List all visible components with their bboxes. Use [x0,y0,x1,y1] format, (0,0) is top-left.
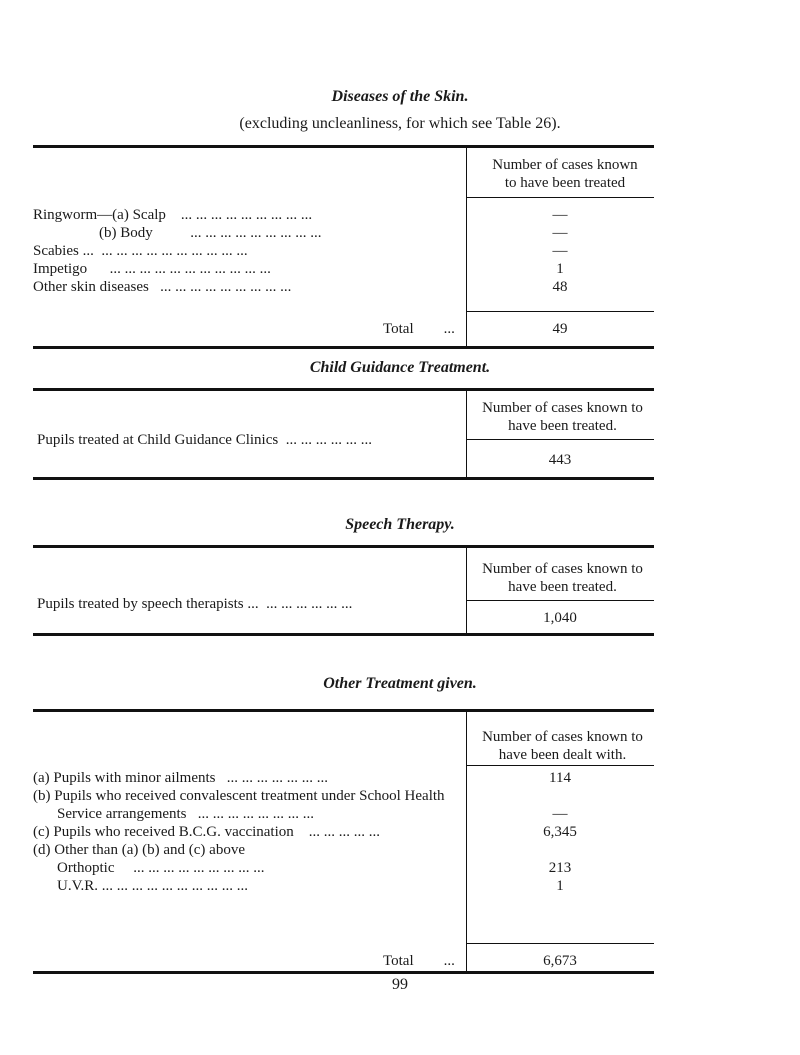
skin-subtitle: (excluding uncleanliness, for which see Table 26). [239,115,561,132]
other-column-divider [466,712,467,872]
skin-total-rule [467,311,654,312]
cg-top-rule [33,388,654,391]
skin-row-4: Other skin diseases ... ... ... ... ... ... ... ... ... [33,279,292,295]
skin-column-header: Number of cases known to have been treated [492,157,638,191]
cg-header-rule [467,439,654,440]
other-header-rule [467,765,654,766]
skin-value-0: — [552,207,568,223]
cg-column-header: Number of cases known to have been treated. [482,400,643,434]
speech-value: 1,040 [543,610,577,626]
skin-value-1: — [552,225,568,241]
other-row-0: (a) Pupils with minor ailments ... ... ... ... ... ... ... [33,770,328,786]
other-value-5: 213 [548,860,572,876]
skin-value-4: 48 [552,279,568,295]
other-row-1: (b) Pupils who received convalescent treatment under School Health [33,788,445,804]
other-row-4: (d) Other than (a) (b) and (c) above [33,842,245,858]
other-row-5: Orthoptic ... ... ... ... ... ... ... ... ... [57,860,265,876]
other-value-0: 114 [549,770,571,786]
skin-row-3: Impetigo ... ... ... ... ... ... ... ... ... ... ... [33,261,271,277]
other-top-rule [33,709,654,712]
cg-bottom-rule [33,477,654,480]
skin-title: Diseases of the Skin. [331,88,469,105]
cg-row: Pupils treated at Child Guidance Clinics ... ... ... ... ... ... [37,432,372,448]
page-number: 99 [392,976,408,993]
other-bottom-rule [33,971,654,974]
other-value-2: — [552,806,568,822]
other-row-6: U.V.R. ... ... ... ... ... ... ... ... ... ... [57,878,248,894]
speech-title: Speech Therapy. [345,516,455,533]
skin-total-label: Total ... [383,321,455,337]
skin-row-0: Ringworm—(a) Scalp ... ... ... ... ... ... ... ... ... [33,207,313,223]
skin-row-1: (b) Body ... ... ... ... ... ... ... ... ... [99,225,322,241]
child-guidance-title: Child Guidance Treatment. [309,359,491,376]
other-title: Other Treatment given. [323,675,477,692]
other-column-header: Number of cases known to have been dealt with. [482,729,643,763]
other-row-3: (c) Pupils who received B.C.G. vaccination ... ... ... ... ... [33,824,381,840]
speech-header-rule [467,600,654,601]
other-value-3: 6,345 [543,824,577,840]
speech-bottom-rule [33,633,654,636]
other-total-rule [467,943,654,944]
skin-row-2: Scabies ... ... ... ... ... ... ... ... ... ... ... [33,243,248,259]
speech-row: Pupils treated by speech therapists ... ... ... ... ... ... ... [37,596,353,612]
other-total-value: 6,673 [543,953,577,969]
other-total-label: Total ... [383,953,455,969]
skin-total-value: 49 [552,321,568,337]
speech-top-rule [33,545,654,548]
other-value-6: 1 [556,878,564,894]
skin-value-3: 1 [556,261,564,277]
skin-header-rule [467,197,654,198]
cg-value: 443 [548,452,572,468]
other-row-2: Service arrangements ... ... ... ... ... ... ... ... [57,806,315,822]
skin-top-rule [33,145,654,148]
speech-column-header: Number of cases known to have been treated. [482,561,643,595]
skin-bottom-rule [33,346,654,349]
skin-value-2: — [552,243,568,259]
